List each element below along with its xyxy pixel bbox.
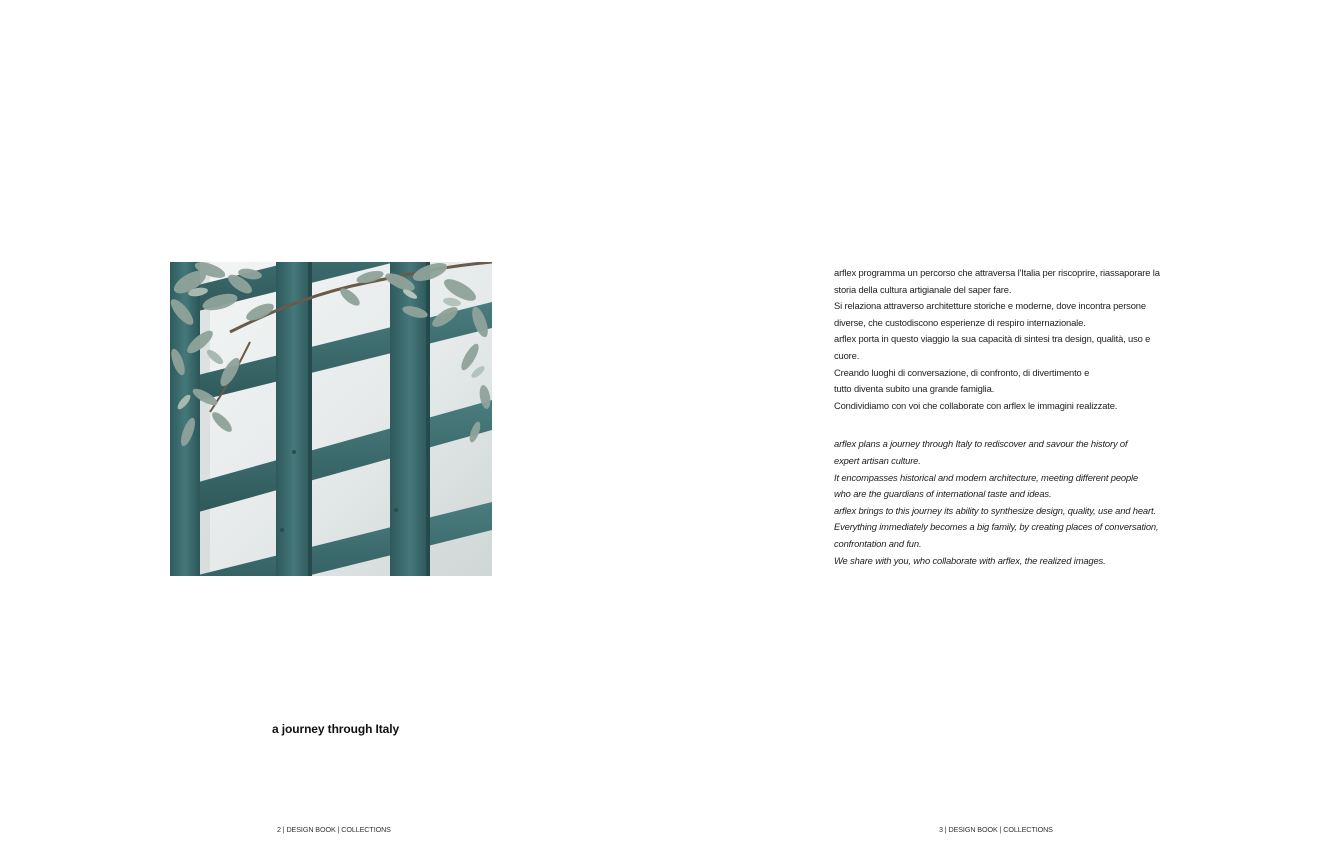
italian-line: Condividiamo con voi che collaborate con arflex le immagini realizzate. [834,399,1118,411]
italian-line: arflex porta in questo viaggio la sua capacità di sintesi tra design, qualità, uso e [834,333,1151,345]
english-line: arflex plans a journey through Italy to rediscover and savour the history of [834,438,1128,450]
english-line: It encompasses historical and modern architecture, meeting different people [834,471,1139,483]
english-line: expert artisan culture. [834,454,921,466]
english-line: We share with you, who collaborate with arflex, the realized images. [834,554,1106,566]
italian-line: Creando luoghi di conversazione, di confronto, di divertimento e [834,366,1090,378]
italian-line: diverse, che custodiscono esperienze di respiro internazionale. [834,316,1086,328]
english-line: arflex brings to this journey its ability to synthesize design, quality, use and heart. [834,504,1156,516]
english-line: confrontation and fun. [834,537,922,549]
english-paragraph [834,436,1169,569]
italian-line: tutto diventa subito una grande famiglia. [834,383,995,395]
italian-paragraph [834,265,1169,414]
italian-line: Si relaziona attraverso architetture storiche e moderne, dove incontra persone [834,300,1146,312]
page-footer-right: 3 | DESIGN BOOK | COLLECTIONS [939,825,1053,834]
english-line: who are the guardians of international taste and ideas. [834,488,1052,500]
section-title: a journey through Italy [272,722,400,736]
italian-line: storia della cultura artigianale del saper fare. [834,283,1012,295]
italian-line: arflex programma un percorso che attraversa l'Italia per riscoprire, riassaporare la [834,267,1160,278]
italian-line: cuore. [834,349,860,361]
page-footer-left: 2 | DESIGN BOOK | COLLECTIONS [277,825,391,834]
body-text-column [834,265,1169,569]
english-line: Everything immediately becomes a big family, by creating places of conversation, [834,521,1159,533]
trellis-photo [170,262,492,576]
